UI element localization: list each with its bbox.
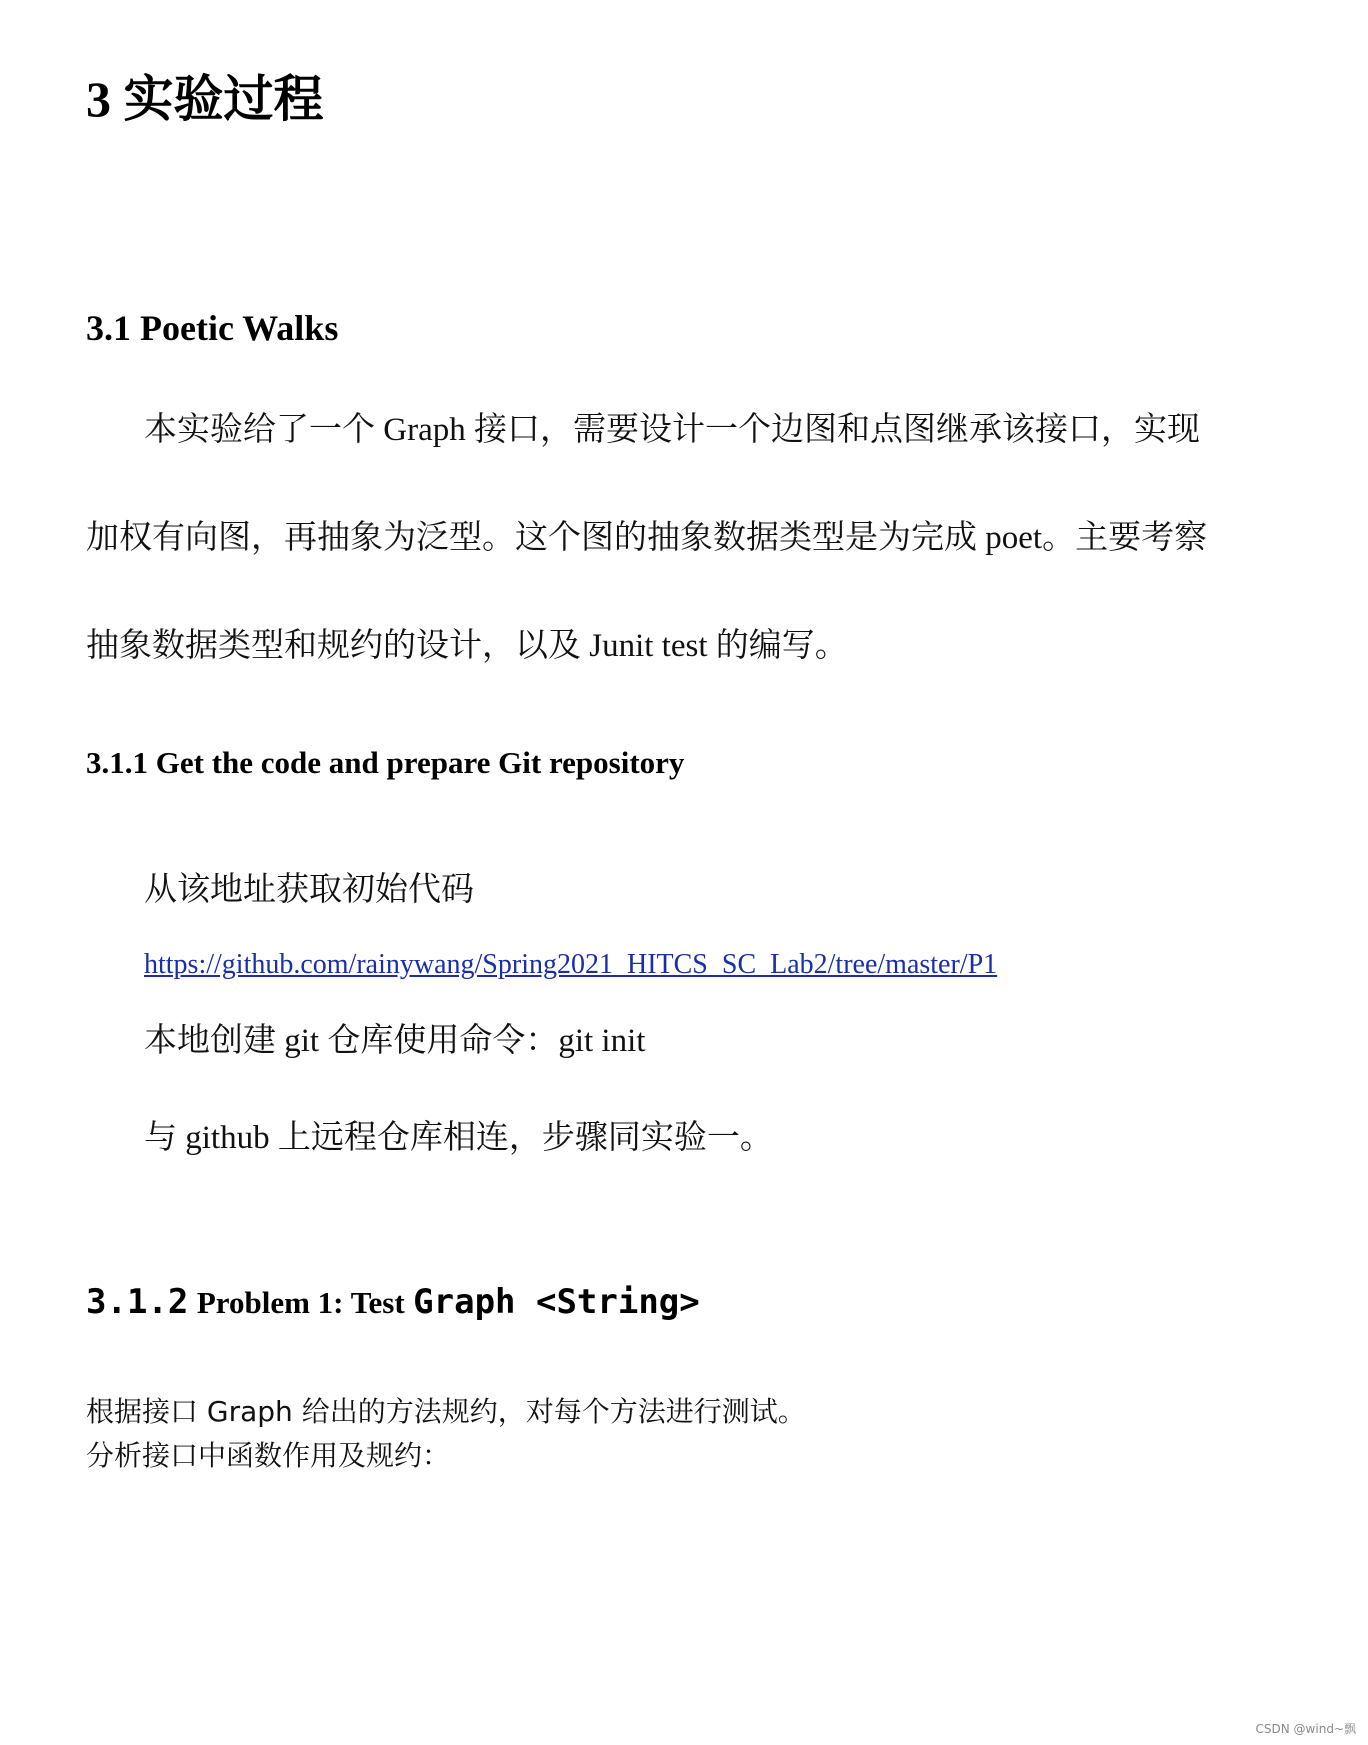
test-description-line: 根据接口 Graph 给出的方法规约，对每个方法进行测试。 [86, 1395, 806, 1428]
get-code-text: 从该地址获取初始代码 [144, 872, 474, 908]
analysis-line: 分析接口中函数作用及规约： [86, 1439, 451, 1472]
repo-link[interactable]: https://github.com/rainywang/Spring2021_HITCS_SC_Lab2/tree/master/P1 [144, 949, 998, 980]
intro-line-3: 抽象数据类型和规约的设计，以及 Junit test 的编写。 [86, 628, 848, 664]
intro-line-1: 本实验给了一个 Graph 接口，需要设计一个边图和点图继承该接口，实现 [144, 412, 1200, 448]
subsection-heading-3-1-1: 3.1.1 Get the code and prepare Git repository [86, 745, 685, 780]
chapter-heading: 3 实验过程 [86, 71, 324, 127]
git-init-text: 本地创建 git 仓库使用命令：git init [144, 1023, 646, 1059]
remote-repo-text: 与 github 上远程仓库相连，步骤同实验一。 [144, 1120, 773, 1156]
heading-number: 3.1.2 [86, 1282, 189, 1322]
csdn-watermark: CSDN @wind~飘 [1255, 1722, 1356, 1736]
section-heading: 3.1 Poetic Walks [86, 308, 339, 348]
intro-line-2: 加权有向图，再抽象为泛型。这个图的抽象数据类型是为完成 poet。主要考察 [86, 520, 1208, 556]
heading-text: Problem 1: Test [196, 1285, 405, 1320]
heading-code: Graph <String> [413, 1282, 700, 1322]
subsection-heading-3-1-2 [86, 1278, 700, 1327]
